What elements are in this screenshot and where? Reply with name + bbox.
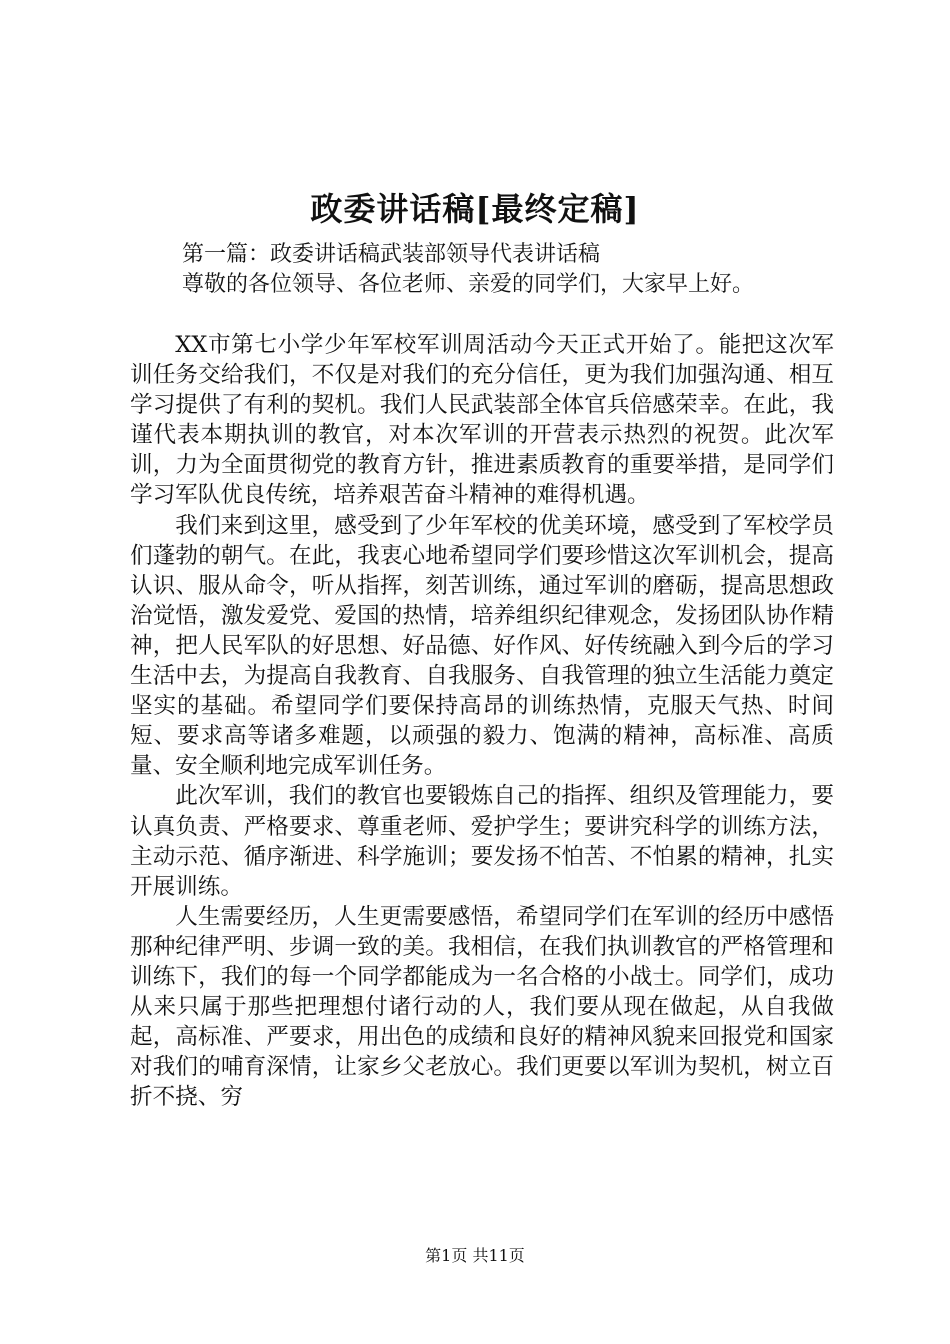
greeting-line: 尊敬的各位领导、各位老师、亲爱的同学们，大家早上好。: [182, 272, 755, 297]
subheading: 第一篇：政委讲话稿武装部领导代表讲话稿: [182, 242, 601, 267]
paragraph: 我们来到这里，感受到了少年军校的优美环境，感受到了军校学员们蓬勃的朝气。在此，我衷心地希望同学们要珍惜这次军训机会，提高认识、服从命令，听从指挥，刻苦训练，通过军训的磨砺，提高思想政治觉悟，激发爱党、爱国的热情，培养组织纪律观念，发扬团队协作精神，把人民军队的好思想、好品德、好作风、好传统融入到今后的学习生活中去，为提高自我教育、自我服务、自我管理的独立生活能力奠定坚实的基础。希望同学们要保持高昂的训练热情，克服天气热、时间短、要求高等诸多难题，以顽强的毅力、饱满的精神，高标准、高质量、安全顺利地完成军训任务。: [130, 512, 834, 780]
page-number: 第1页 共11页: [425, 1246, 525, 1265]
paragraph: 此次军训，我们的教官也要锻炼自己的指挥、组织及管理能力，要认真负责、严格要求、尊重老师、爱护学生；要讲究科学的训练方法，主动示范、循序渐进、科学施训；要发扬不怕苦、不怕累的精神，扎实开展训练。: [130, 783, 834, 900]
paragraph: 人生需要经历，人生更需要感悟，希望同学们在军训的经历中感悟那种纪律严明、步调一致的美。我相信，在我们执训教官的严格管理和训练下，我们的每一个同学都能成为一名合格的小战士。同学们，成功从来只属于那些把理想付诸行动的人，我们要从现在做起，从自我做起，高标准、严要求，用出色的成绩和良好的精神风貌来回报党和国家对我们的哺育深情，让家乡父老放心。我们更要以军训为契机，树立百折不挠、穷: [130, 903, 834, 1111]
paragraph: XX市第七小学少年军校军训周活动今天正式开始了。能把这次军训任务交给我们，不仅是对我们的充分信任，更为我们加强沟通、相互学习提供了有利的契机。我们人民武装部全体官兵倍感荣幸。在此，我谨代表本期执训的教官，对本次军训的开营表示热烈的祝贺。此次军训，力为全面贯彻党的教育方针，推进素质教育的重要举措，是同学们学习军队优良传统，培养艰苦奋斗精神的难得机遇。: [130, 332, 834, 509]
document-title: 政委讲话稿[最终定稿]: [310, 190, 640, 228]
body-text: [130, 330, 834, 1112]
